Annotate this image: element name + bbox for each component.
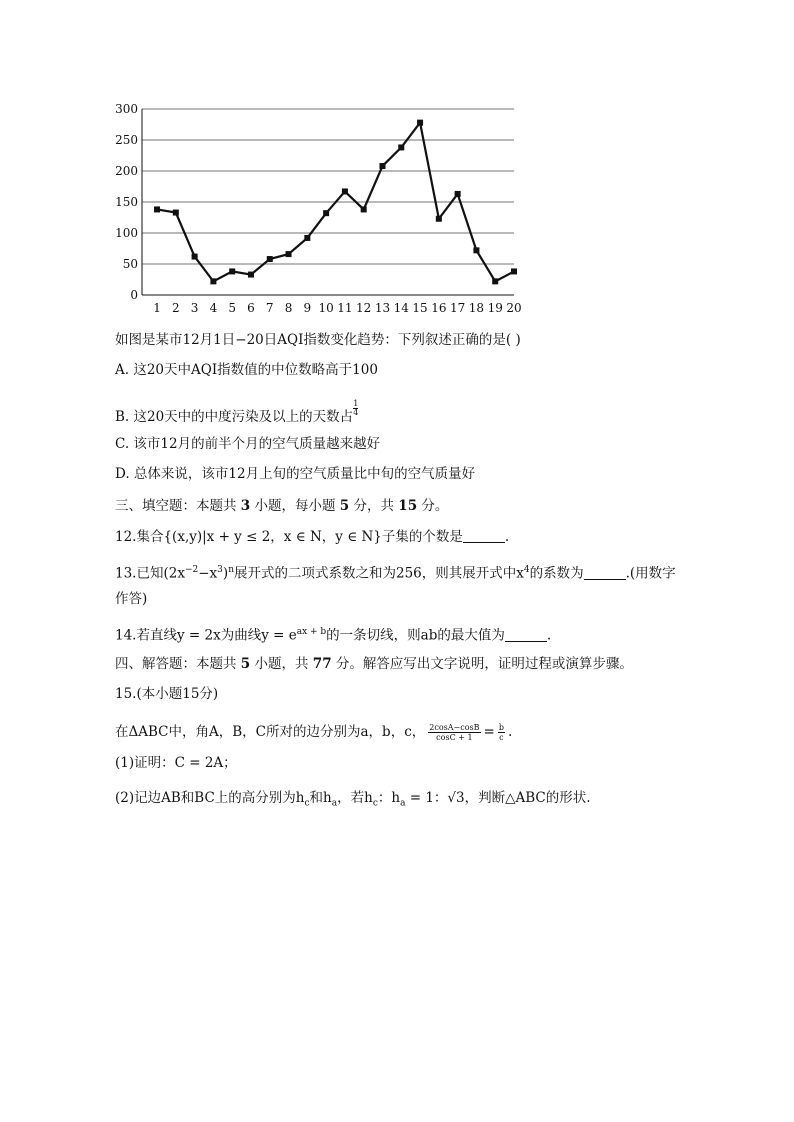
s3-total: 15 <box>398 498 418 514</box>
q13-mid1: −x <box>198 565 218 582</box>
q14-mid: 的一条切线，则ab的最大值为 <box>326 627 505 644</box>
data-point-marker <box>154 206 160 212</box>
q12-end: . <box>504 529 510 545</box>
answer-blank <box>584 567 626 580</box>
s3-pre: 三、填空题：本题共 <box>115 498 241 514</box>
x-tick-label: 13 <box>374 301 391 315</box>
s4-count: 5 <box>240 656 251 672</box>
sub-a: a <box>400 798 406 809</box>
q13-pre: 13.已知(2x <box>115 565 185 582</box>
data-point-marker <box>379 163 385 169</box>
q12-text: 12.集合{(x,y)|x + y ≤ 2，x ∈ N，y ∈ N}子集的个数是 <box>115 529 463 545</box>
x-tick-label: 9 <box>303 301 312 315</box>
fraction-numerator: 2cosA−cosB <box>429 723 480 732</box>
q14-pre: 14.若直线y = 2x为曲线y = e <box>115 627 297 644</box>
q13-mid3: 展开式的二项式系数之和为256，则其展开式中x <box>233 565 524 582</box>
y-tick-label: 100 <box>115 226 138 240</box>
s3-each: 5 <box>339 498 350 514</box>
fraction-denominator: cosC + 1 <box>436 733 473 742</box>
y-tick-label: 0 <box>130 288 138 302</box>
question-15-part-1: (1)证明：C = 2A； <box>115 755 237 771</box>
equals-sign: = <box>483 724 495 740</box>
q15-fraction-left <box>428 723 480 742</box>
question-15-stem <box>115 722 512 742</box>
q15p2-pre: (2)记边AB和BC上的高分别为h <box>115 790 305 806</box>
q13-exp1: −2 <box>184 565 199 575</box>
q15p2-and: 和h <box>309 790 332 806</box>
x-tick-label: 5 <box>228 301 237 315</box>
question-13-continued: 作答) <box>115 591 148 607</box>
s3-mid2: 分，共 <box>349 498 399 514</box>
data-point-marker <box>304 235 310 241</box>
y-tick-label: 250 <box>115 133 138 147</box>
s4-mid: 小题，共 <box>250 656 313 672</box>
x-tick-label: 16 <box>431 301 447 315</box>
fraction-denominator: 4 <box>353 408 359 417</box>
fraction-denominator: c <box>499 733 504 742</box>
data-point-marker <box>267 256 273 262</box>
fraction-numerator: b <box>498 723 504 732</box>
x-tick-label: 7 <box>265 301 274 315</box>
section-3-heading <box>115 496 448 516</box>
question-14 <box>115 622 551 646</box>
q15p2-ratio: = 1：√3，判断△ABC的形状. <box>405 790 591 806</box>
option-b-text: B. 这20天中的中度污染及以上的天数占 <box>115 409 354 425</box>
s4-post: 分。解答应写出文字说明，证明过程或演算步骤。 <box>331 656 633 672</box>
question-13 <box>115 560 676 584</box>
sub-a: a <box>331 798 338 809</box>
x-tick-label: 12 <box>356 301 372 315</box>
answer-blank <box>505 629 547 642</box>
q14-exp: ax + b <box>296 627 327 637</box>
q13-exp2: 3 <box>217 565 223 575</box>
q15p2-mid: ，若h <box>337 790 373 806</box>
data-point-marker <box>473 247 479 253</box>
q13-mid2: ) <box>222 565 229 582</box>
chart-grid <box>142 109 514 264</box>
x-tick-label: 19 <box>487 301 503 315</box>
s3-post: 分。 <box>417 498 449 514</box>
x-tick-label: 8 <box>284 301 293 315</box>
q13-mid4: 的系数为 <box>529 565 584 582</box>
data-point-marker <box>229 268 235 274</box>
data-point-marker <box>192 254 198 260</box>
x-tick-label: 20 <box>506 301 522 315</box>
aqi-line-chart <box>100 98 530 320</box>
x-tick-label: 2 <box>171 301 180 315</box>
chart-tick-labels <box>115 102 522 315</box>
question-15-heading: 15.(本小题15分) <box>115 686 219 702</box>
y-tick-label: 300 <box>115 102 138 116</box>
data-point-marker <box>398 144 404 150</box>
data-point-marker <box>436 216 442 222</box>
q15-stem-end: . <box>507 724 513 740</box>
x-tick-label: 6 <box>247 301 255 315</box>
x-tick-label: 18 <box>468 301 485 315</box>
data-point-marker <box>417 120 423 126</box>
s3-mid: 小题，每小题 <box>250 498 340 514</box>
data-point-marker <box>323 210 329 216</box>
answer-blank <box>463 530 505 543</box>
x-tick-label: 11 <box>337 301 353 315</box>
q13-expn: n <box>228 565 234 575</box>
data-point-marker <box>492 278 498 284</box>
question-11-stem: 如图是某市12月1日−20日AQI指数变化趋势：下列叙述正确的是( ) <box>115 332 521 348</box>
q13-post: .(用数字 <box>625 565 676 582</box>
x-tick-label: 3 <box>190 301 199 315</box>
sub-c: c <box>304 798 310 809</box>
data-point-marker <box>342 188 348 194</box>
q15p2-colon: ：h <box>377 790 401 806</box>
q13-exp4: 4 <box>523 565 530 575</box>
question-11-option-a: A. 这20天中AQI指数值的中位数略高于100 <box>115 362 378 378</box>
x-tick-label: 15 <box>412 301 428 315</box>
data-point-marker <box>248 272 254 278</box>
data-point-marker <box>361 206 367 212</box>
data-point-marker <box>173 210 179 216</box>
q14-post: . <box>546 627 552 644</box>
q15-stem-text: 在ΔABC中，角A，B，C所对的边分别为a，b，c， <box>115 724 426 740</box>
sub-c: c <box>372 798 378 809</box>
one-quarter-fraction <box>353 400 358 417</box>
question-11-option-b <box>115 400 358 427</box>
q15-fraction-right <box>498 723 505 742</box>
y-tick-label: 200 <box>115 164 138 178</box>
question-11-option-d: D. 总体来说，该市12月上旬的空气质量比中旬的空气质量好 <box>115 466 476 482</box>
s4-pre: 四、解答题：本题共 <box>115 656 241 672</box>
x-tick-label: 10 <box>318 301 334 315</box>
question-15-part-2 <box>115 788 591 814</box>
x-tick-label: 14 <box>393 301 409 315</box>
x-tick-label: 1 <box>153 301 161 315</box>
question-11-option-c: C. 该市12月的前半个月的空气质量越来越好 <box>115 436 381 452</box>
x-tick-label: 17 <box>449 301 466 315</box>
data-point-marker <box>286 251 292 257</box>
y-tick-label: 50 <box>122 257 138 271</box>
section-4-heading <box>115 654 633 674</box>
data-point-marker <box>455 191 461 197</box>
y-tick-label: 150 <box>115 195 138 209</box>
data-point-marker <box>210 278 216 284</box>
s4-total: 77 <box>312 656 332 672</box>
data-point-marker <box>511 268 517 274</box>
x-tick-label: 4 <box>209 301 218 315</box>
question-12 <box>115 527 509 547</box>
s3-count: 3 <box>240 498 251 514</box>
fraction-numerator: 1 <box>353 399 359 408</box>
